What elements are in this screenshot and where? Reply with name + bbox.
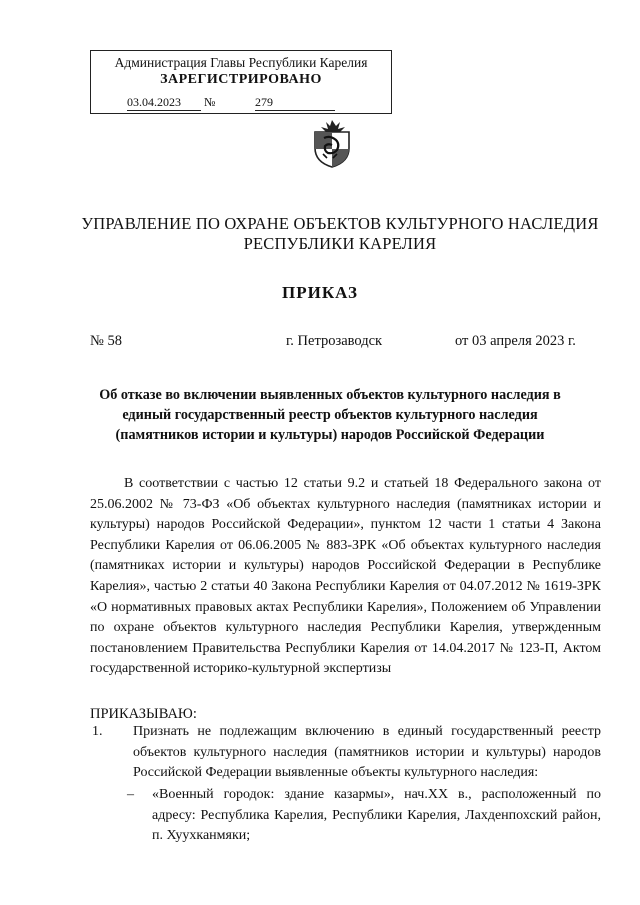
coat-of-arms-icon: [310, 118, 354, 168]
stamp-organization: Администрация Главы Республики Карелия: [114, 55, 368, 70]
stamp-date: 03.04.2023: [127, 95, 201, 111]
preamble-paragraph: В соответствии с частью 12 статьи 9.2 и статьей 18 Федерального закона от 25.06.2002 № 73-ФЗ «Об объектах культурного наследия (памятниках истории и культуры) народов Российской Федерации», пунктом 12 части 1 статьи 4 Закона Республики Карелия от 06.06.2005 № 883-ЗРК «Об объектах культурного наследия (памятниках истории и культуры) народов Российской Федерации в Республике Карелия», частью 2 статьи 40 Закона Республики Карелия от 04.07.2012 № 1619-ЗРК «О нормативных правовых актах Республики Карелия», Положением об Управлении по охране объектов культурного наследия Республики Карелия, утвержденным постановлением Правительства Республики Карелия от 14.04.2017 № 123-П, Актом государственной историко-культурной экспертизы: [90, 476, 601, 677]
order-date: от 03 апреля 2023 г.: [455, 333, 576, 349]
bullet-dash: –: [127, 787, 134, 802]
stamp-number-label: №: [204, 95, 216, 109]
item-number: 1.: [92, 724, 103, 739]
stamp-registration-line: [127, 95, 335, 111]
stamp-status: ЗАРЕГИСТРИРОВАНО: [160, 72, 322, 87]
document-type: ПРИКАЗ: [282, 283, 358, 302]
registration-stamp: [90, 50, 392, 114]
stamp-number: 279: [255, 95, 335, 111]
bullet-item: «Военный городок: здание казармы», нач.XX в., расположенный по адресу: Республика Карелия, Республики Карелия, Лахденпохский район, п. Хуухканмяки;: [152, 787, 601, 844]
order-city: г. Петрозаводск: [286, 333, 383, 349]
agency-name: УПРАВЛЕНИЕ ПО ОХРАНЕ ОБЪЕКТОВ КУЛЬТУРНОГО НАСЛЕДИЯ РЕСПУБЛИКИ КАРЕЛИЯ: [81, 214, 599, 253]
order-subject: Об отказе во включении выявленных объектов культурного наследия в единый государственный реестр объектов культурного наследия (памятников истории и культуры) народов Российской Федерации: [99, 387, 561, 443]
order-keyword: ПРИКАЗЫВАЮ:: [90, 706, 197, 722]
order-number: № 58: [90, 333, 122, 349]
item-text: Признать не подлежащим включению в единый государственный реестр объектов культурного наследия (памятников истории и культуры) народов Российской Федерации выявленные объекты культурного наследия:: [133, 724, 601, 781]
